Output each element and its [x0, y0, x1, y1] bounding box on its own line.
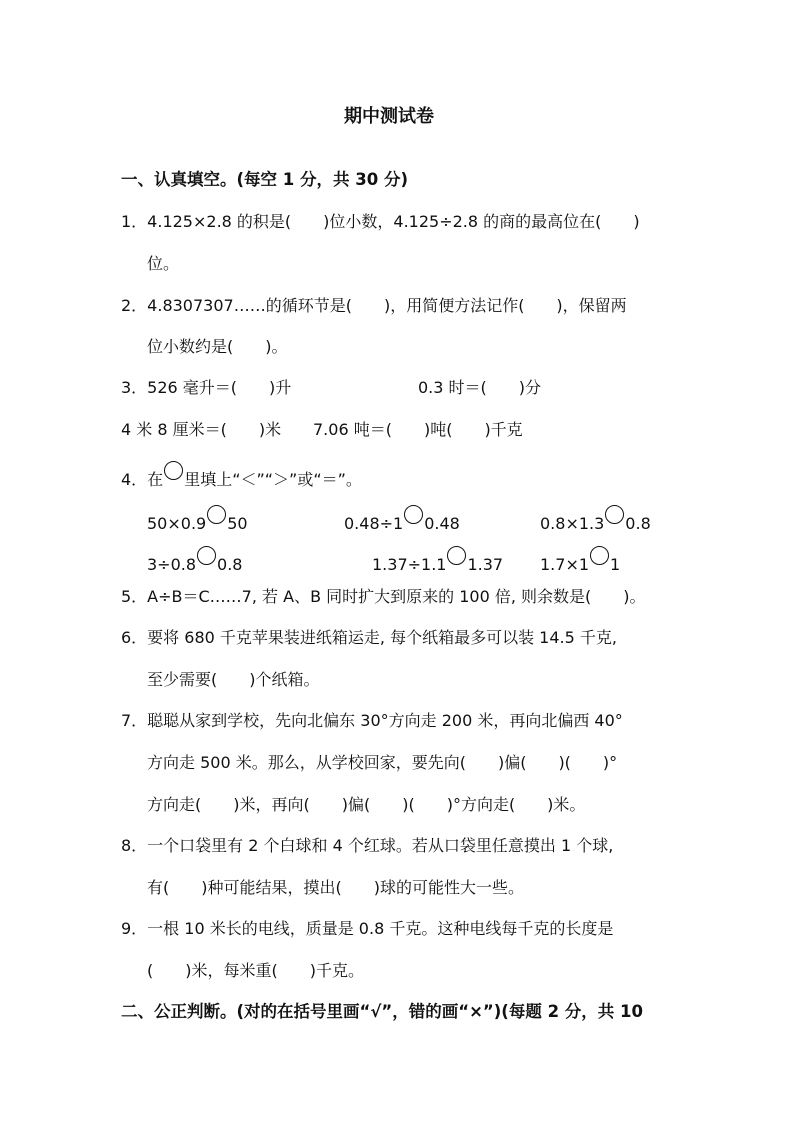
comparison-item — [540, 546, 620, 576]
comparison-circle-icon — [164, 461, 183, 480]
question-4-intro — [121, 461, 362, 491]
comparison-left: 3÷0.8 — [147, 555, 197, 574]
question-9-line-2: ( )米，每米重( )千克。 — [147, 961, 364, 980]
question-6-line-1: 6．要将 680 千克苹果装进纸箱运走, 每个纸箱最多可以装 14.5 千克, — [121, 628, 617, 647]
comparison-right: 1.37 — [467, 555, 504, 574]
comparison-left: 1.7×1 — [540, 555, 590, 574]
comparison-circle-icon — [590, 546, 609, 565]
comparison-right: 0.48 — [424, 514, 460, 533]
comparison-right: 0.8 — [217, 555, 243, 574]
question-8-line-2: 有( )种可能结果，摸出( )球的可能性大一些。 — [147, 878, 524, 897]
question-3-part-b: 0.3 时＝( )分 — [418, 378, 542, 397]
comparison-left: 50×0.9 — [147, 514, 207, 533]
question-1-line-2: 位。 — [147, 254, 180, 273]
question-8-line-1: 8．一个口袋里有 2 个白球和 4 个红球。若从口袋里任意摸出 1 个球, — [121, 836, 614, 855]
comparison-circle-icon — [404, 505, 423, 524]
question-5: 5．A÷B＝C……7, 若 A、B 同时扩大到原来的 100 倍, 则余数是( )。 — [121, 587, 646, 606]
comparison-item — [540, 505, 651, 535]
comparison-left: 0.8×1.3 — [540, 514, 605, 533]
question-9-line-1: 9．一根 10 米长的电线，质量是 0.8 千克。这种电线每千克的长度是 — [121, 919, 614, 938]
question-4-intro-start: 4．在 — [121, 470, 164, 489]
section-2-heading: 二、公正判断。(对的在括号里画“√”，错的画“×”)(每题 2 分，共 10 — [121, 1002, 644, 1021]
comparison-left: 1.37÷1.1 — [372, 555, 447, 574]
section-1-heading: 一、认真填空。(每空 1 分，共 30 分) — [121, 170, 409, 189]
comparison-circle-icon — [207, 505, 226, 524]
comparison-right: 50 — [227, 514, 248, 533]
question-3-part-d: 7.06 吨＝( )吨( )千克 — [313, 420, 523, 439]
question-7-line-3: 方向走( )米，再向( )偏( )( )°方向走( )米。 — [147, 795, 586, 814]
question-1-line-1: 1．4.125×2.8 的积是( )位小数，4.125÷2.8 的商的最高位在( ) — [121, 212, 640, 231]
question-2-line-2: 位小数约是( )。 — [147, 337, 288, 356]
comparison-item — [147, 505, 248, 535]
comparison-item — [147, 546, 242, 576]
question-3-part-a: 3．526 毫升＝( )升 — [121, 378, 292, 397]
comparison-right: 0.8 — [625, 514, 651, 533]
comparison-circle-icon — [447, 546, 466, 565]
comparison-circle-icon — [605, 505, 624, 524]
comparison-left: 0.48÷1 — [344, 514, 404, 533]
question-7-line-2: 方向走 500 米。那么，从学校回家，要先向( )偏( )( )° — [147, 753, 618, 772]
question-6-line-2: 至少需要( )个纸箱。 — [147, 670, 320, 689]
question-3-part-c: 4 米 8 厘米＝( )米 — [121, 420, 282, 439]
comparison-item — [344, 505, 460, 535]
question-2-line-1: 2．4.8307307……的循环节是( )，用简便方法记作( )，保留两 — [121, 296, 627, 315]
comparison-item — [372, 546, 503, 576]
question-4-intro-end: 里填上“＜”“＞”或“＝”。 — [184, 470, 362, 489]
comparison-circle-icon — [197, 546, 216, 565]
page-title: 期中测试卷 — [344, 106, 434, 127]
question-7-line-1: 7．聪聪从家到学校，先向北偏东 30°方向走 200 米，再向北偏西 40° — [121, 711, 623, 730]
comparison-right: 1 — [610, 555, 621, 574]
